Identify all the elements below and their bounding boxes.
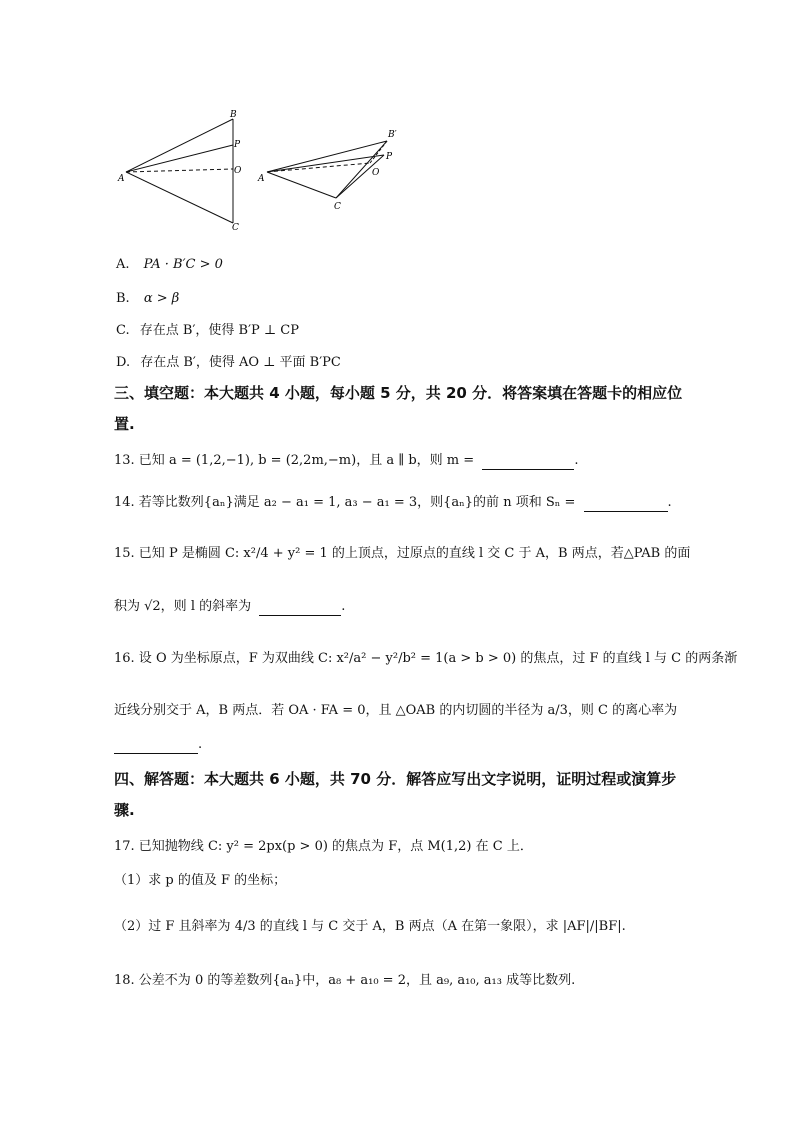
question-17-part2: （2）过 F 且斜率为 4/3 的直线 l 与 C 交于 A，B 两点（A 在第一象限），求 |AF|/|BF|. xyxy=(114,919,626,934)
left-label-a: A xyxy=(118,174,125,184)
question-15-line2 xyxy=(114,598,345,616)
pyramid-figures xyxy=(110,105,410,240)
left-label-b: B xyxy=(230,110,237,120)
question-14-end: . xyxy=(667,495,672,510)
answer-blank-13[interactable] xyxy=(482,455,574,470)
option-a-text: PA · B′C > 0 xyxy=(143,257,223,272)
answer-blank-14[interactable] xyxy=(584,497,668,512)
right-label-b-prime: B′ xyxy=(388,130,397,140)
right-label-o: O xyxy=(372,168,380,178)
option-c-letter: C. xyxy=(116,323,130,338)
option-a xyxy=(116,256,223,274)
question-16-line1: 16. 设 O 为坐标原点，F 为双曲线 C: x²/a² − y²/b² = 1(a > b > 0) 的焦点，过 F 的直线 l 与 C 的两条渐 xyxy=(114,651,738,666)
question-13-end: . xyxy=(574,453,579,468)
question-15-line2-text: 积为 √2，则 l 的斜率为 xyxy=(114,599,252,614)
question-15-end: . xyxy=(341,599,346,614)
left-label-o: O xyxy=(234,166,242,176)
left-label-c: C xyxy=(232,223,239,233)
question-16-line3 xyxy=(114,736,202,754)
answer-blank-15[interactable] xyxy=(259,601,341,616)
section-3-heading-line1: 三、填空题：本大题共 4 小题，每小题 5 分，共 20 分．将答案填在答题卡的相应位 xyxy=(114,384,683,402)
question-14-text: 14. 若等比数列{aₙ}满足 a₂ − a₁ = 1, a₃ − a₁ = 3，则{aₙ}的前 n 项和 Sₙ = xyxy=(114,495,576,510)
right-figure xyxy=(267,141,387,198)
question-14 xyxy=(114,494,672,512)
question-17-stem: 17. 已知抛物线 C: y² = 2px(p > 0) 的焦点为 F，点 M(1,2) 在 C 上． xyxy=(114,839,533,854)
question-16-end: . xyxy=(198,737,203,752)
right-label-c: C xyxy=(334,202,341,212)
question-13 xyxy=(114,452,578,470)
section-4-heading-line1: 四、解答题：本大题共 6 小题，共 70 分．解答应写出文字说明，证明过程或演算步 xyxy=(114,770,677,788)
option-d xyxy=(116,354,341,372)
option-d-text: 存在点 B′，使得 AO ⊥ 平面 B′PC xyxy=(140,355,341,370)
question-17-part1: （1）求 p 的值及 F 的坐标； xyxy=(114,873,287,888)
section-4-heading-line2: 骤. xyxy=(114,801,135,819)
question-18: 18. 公差不为 0 的等差数列{aₙ}中，a₈ + a₁₀ = 2，且 a₉, a₁₀, a₁₃ 成等比数列. xyxy=(114,973,576,988)
right-label-a: A xyxy=(258,174,265,184)
option-c xyxy=(116,322,299,340)
answer-blank-16[interactable] xyxy=(114,739,198,754)
option-b-letter: B. xyxy=(116,291,130,306)
section-3-heading-line2: 置. xyxy=(114,415,135,433)
option-b-text: α > β xyxy=(143,291,180,306)
question-16-line2: 近线分别交于 A，B 两点．若 OA · FA = 0，且 △OAB 的内切圆的半径为 a/3，则 C 的离心率为 xyxy=(114,703,678,718)
right-label-p: P xyxy=(386,152,393,162)
left-label-p: P xyxy=(234,140,241,150)
option-c-text: 存在点 B′，使得 B′P ⊥ CP xyxy=(139,323,299,338)
option-b xyxy=(116,290,179,308)
question-13-text: 13. 已知 a = (1,2,−1), b = (2,2m,−m)，且 a ∥ b，则 m = xyxy=(114,453,475,468)
question-15-line1: 15. 已知 P 是椭圆 C: x²/4 + y² = 1 的上顶点，过原点的直线 l 交 C 于 A，B 两点，若△PAB 的面 xyxy=(114,546,691,561)
option-a-letter: A. xyxy=(116,257,130,272)
left-figure xyxy=(126,119,233,223)
option-d-letter: D. xyxy=(116,355,131,370)
